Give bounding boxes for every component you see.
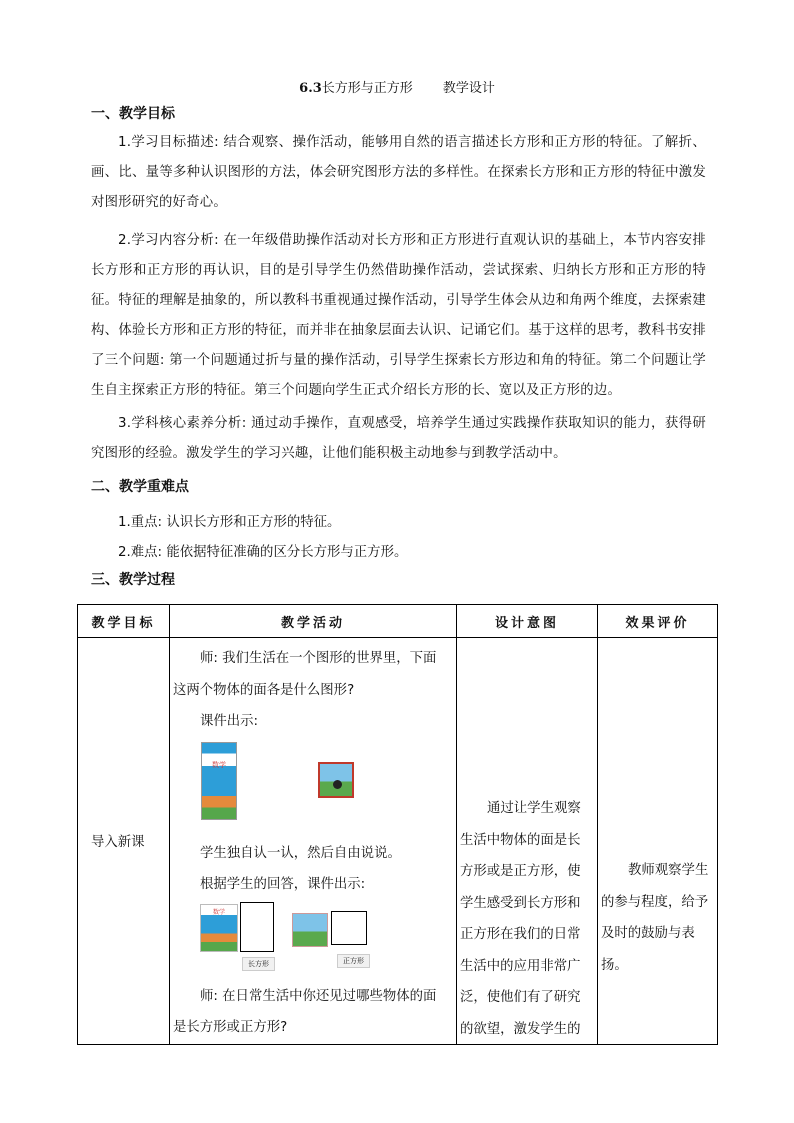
header-evaluation: 效果评价: [598, 605, 718, 638]
goal-cell: [78, 638, 170, 1045]
evaluation-text: 教师观察学生的参与程度，给予及时的鼓励与表扬。: [601, 863, 709, 973]
table-header-row: [78, 605, 718, 638]
activity-line: 学生独自认一认，然后自由说说。: [200, 846, 401, 861]
section-heading-key-points: 二、教学重难点: [91, 479, 189, 495]
header-activity: 教学活动: [170, 605, 457, 638]
header-goal: 教学目标: [78, 605, 170, 638]
activity-cell: [170, 638, 457, 1045]
title-number: 6.3: [299, 81, 322, 96]
evaluation-cell: [598, 638, 718, 1045]
square-outline-image: [331, 911, 367, 945]
intent-text: 通过让学生观察生活中物体的面是长方形或是正方形，使学生感受到长方形和正方形在我们的日常生活中的应用非常广泛，使他们有了研究的欲望，激发学生的: [460, 801, 581, 1037]
textbook-small-image: 数学: [200, 904, 238, 952]
table-row: [78, 638, 718, 1045]
activity-line: 课件出示:: [200, 714, 259, 729]
teaching-process-table: [77, 604, 718, 1045]
activity-line: 师: 我们生活在一个图形的世界里，下面: [200, 651, 437, 666]
rectangle-label: 长方形: [242, 957, 275, 971]
intent-cell: [457, 638, 598, 1045]
paragraph-core-literacy: 3.学科核心素养分析: 通过动手操作，直观感受，培养学生通过实践操作获取知识的能力，获得研究图形的经验。激发学生的学习兴趣，让他们能积极主动地参与到教学活动中。: [91, 416, 706, 461]
rectangle-outline-image: [240, 902, 274, 952]
section-heading-goals: 一、教学目标: [91, 106, 175, 122]
paragraph-content-analysis: 2.学习内容分析: 在一年级借助操作活动对长方形和正方形进行直观认识的基础上，本节内容安排长方形和正方形的再认识，目的是引导学生仍然借助操作活动，尝试探索、归纳长方形和正方形的特征。特征的理解是抽象的，所以教科书重视通过操作活动，引导学生体会从边和角两个维度，去探索建构、体验长方形和正方形的特征，而并非在抽象层面去认识、记诵它们。基于这样的思考，教科书安排了三个问题: 第一个问题通过折与量的操作活动，引导学生探索长方形边和角的特征。第二个问题让学生自主探索正方形的特征。第三个问题向学生正式介绍长方形的长、宽以及正方形的边。: [91, 233, 706, 398]
title-subtitle: 教学设计: [442, 81, 495, 96]
picture-small-image: [292, 913, 328, 947]
difficult-point-item: 2.难点: 能依据特征准确的区分长方形与正方形。: [118, 545, 408, 560]
paragraph-goal-description: 1.学习目标描述: 结合观察、操作活动，能够用自然的语言描述长方形和正方形的特征。了解折、画、比、量等多种认识图形的方法，体会研究图形方法的多样性。在探索长方形和正方形的特征中激发对图形研究的好奇心。: [91, 135, 706, 210]
title-text: 长方形与正方形: [321, 81, 413, 96]
math-textbook-image: 数学: [201, 742, 237, 820]
goal-label: 导入新课: [91, 835, 145, 850]
section-heading-process: 三、教学过程: [91, 572, 175, 588]
activity-line: 这两个物体的面各是什么图形?: [173, 683, 355, 698]
activity-line: 师: 在日常生活中你还见过哪些物体的面: [200, 989, 437, 1004]
square-picture-image: [318, 762, 354, 798]
activity-line: 是长方形或正方形?: [173, 1020, 288, 1035]
square-label: 正方形: [337, 954, 370, 968]
activity-line: 根据学生的回答，课件出示:: [200, 877, 366, 892]
page-title: [0, 77, 794, 96]
key-point-item: 1.重点: 认识长方形和正方形的特征。: [118, 515, 341, 530]
header-intent: 设计意图: [457, 605, 598, 638]
